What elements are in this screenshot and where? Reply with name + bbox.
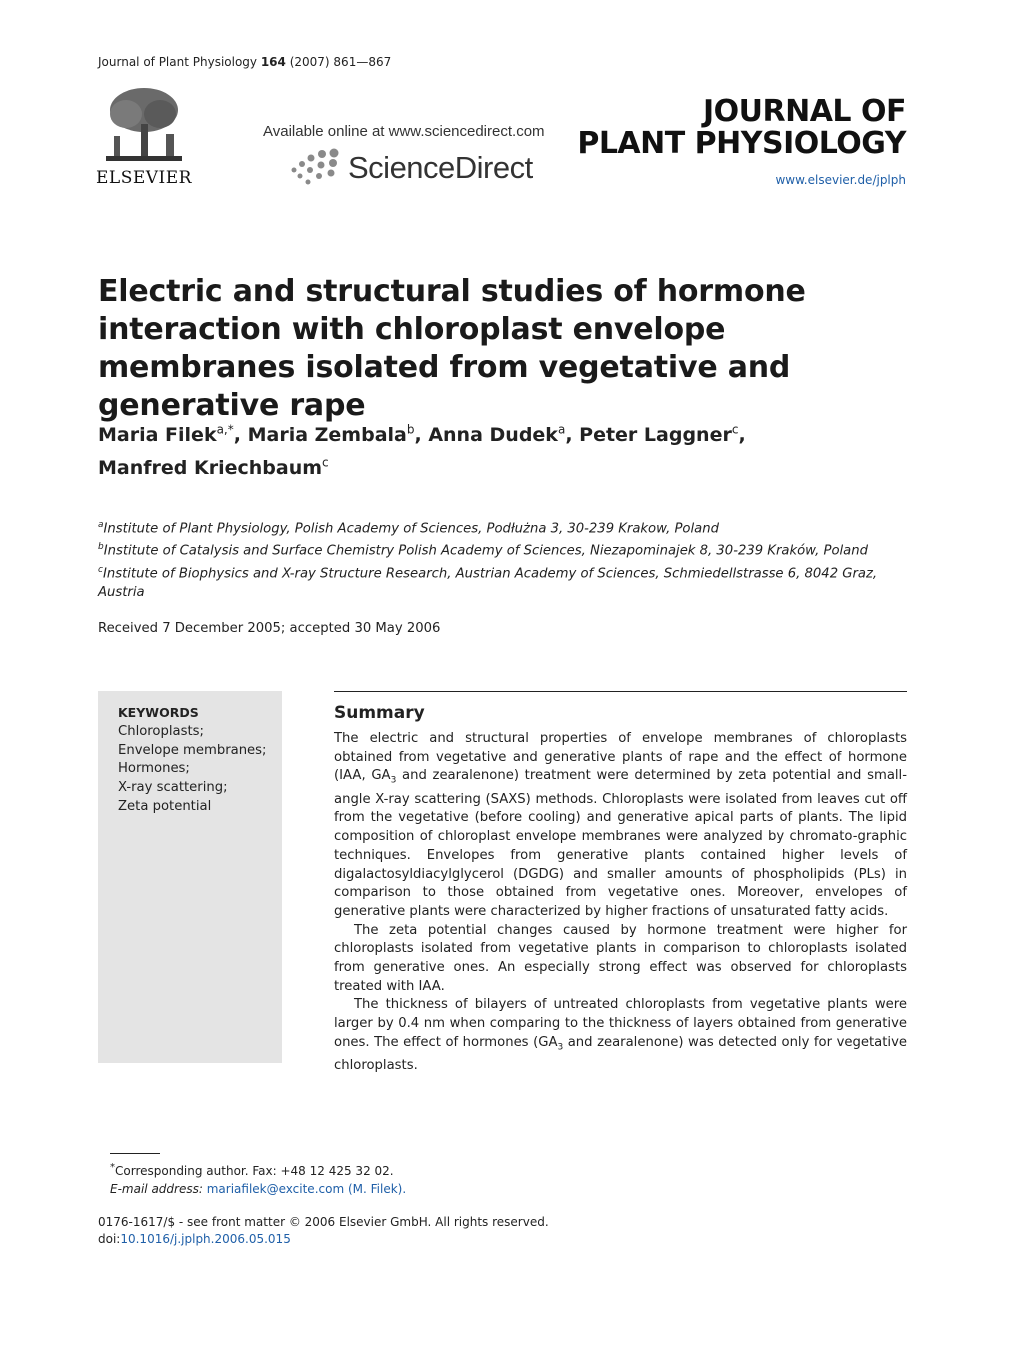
sciencedirect-wordmark: ScienceDirect	[348, 150, 533, 185]
keyword: X-ray scattering;	[118, 780, 228, 796]
journal-title: JOURNAL OF PLANT PHYSIOLOGY	[577, 94, 906, 161]
sciencedirect-available-text: Available online at www.sciencedirect.com	[263, 123, 545, 140]
author: Anna Dudek$^a$,	[428, 423, 580, 447]
author-list	[98, 417, 918, 482]
affiliation: $^a$Institute of Plant Physiology, Polish Academy of Sciences, Podłużna 3, 30-239 Krakow, Poland	[98, 520, 719, 537]
summary-text	[334, 730, 907, 1076]
summary-paragraph: The electric and structural properties of envelope membranes of chloroplasts obtained from vegetative and generative plants of rape and the effect of hormone (IAA, $GA_3$ and zearalenone) treatment were determined by zeta potential and small-angle X-ray scattering (SAXS) methods. Chloroplasts were isolated from leaves cut off from the vegetative (before cooling) and generative apical parts of plants. The lipid composition of chloroplast envelope membranes were analyzed by chromato-graphic techniques. Envelopes from generative plants contained higher levels of digalactosyldiacylglycerol (DGDG) and smaller amounts of phospholipids (PLs) in comparison to those obtained from vegetative ones. Moreover, envelopes of generative plants were characterized by higher fractions of unsaturated fatty acids.	[334, 731, 907, 919]
affiliations	[98, 516, 910, 602]
journal-url-link[interactable]: www.elsevier.de/jplph	[775, 173, 906, 187]
summary-paragraph: The zeta potential changes caused by hormone treatment were higher for chloroplasts isolated from vegetative plants in comparison to chloroplasts isolated from generative ones. An especially strong effect was observed for chloroplasts treated with IAA.	[334, 922, 907, 994]
author: Peter Laggner$^c$,	[579, 423, 746, 447]
journal-reference: Journal of Plant Physiology 164 (2007) 861—867	[98, 55, 392, 69]
keyword: Envelope membranes;	[118, 742, 267, 758]
keyword: Chloroplasts;	[118, 724, 204, 739]
summary-divider	[334, 691, 907, 692]
summary-paragraph: The thickness of bilayers of untreated chloroplasts from vegetative plants were larger by 0.4 nm when comparing to the thickness of layers obtained from generative ones. The effect of hormones ($GA_3$ and zearalenone) was detected only for vegetative chloroplasts.	[334, 997, 907, 1074]
doi-link[interactable]: 10.1016/j.jplph.2006.05.015	[120, 1232, 291, 1246]
keyword: Zeta potential	[118, 798, 212, 814]
keywords-heading: KEYWORDS	[118, 705, 199, 720]
author: Maria Zembala$^b$,	[247, 423, 429, 447]
received-dates: Received 7 December 2005; accepted 30 May 2006	[98, 621, 441, 636]
paper-title: Electric and structural studies of hormone interaction with chloroplast envelope membranes isolated from vegetative and generative rape	[98, 274, 806, 423]
email-link[interactable]: mariafilek@excite.com	[206, 1182, 345, 1196]
affiliation: $^c$Institute of Biophysics and X-ray Structure Research, Austrian Academy of Sciences, Schmiedellstrasse 6, 8042 Graz, Austria	[98, 564, 878, 601]
author: Manfred Kriechbaum$^c$	[98, 455, 329, 479]
footnote: *Corresponding author. Fax: +48 12 425 32 02. E-mail address: mariafilek@excite.com (M. Filek).	[110, 1162, 407, 1196]
footnote-divider	[110, 1153, 160, 1154]
keywords-list	[118, 723, 268, 817]
author: Maria Filek$^{a,*}$,	[98, 423, 248, 447]
affiliation: $^b$Institute of Catalysis and Surface Chemistry Polish Academy of Sciences, Niezapominajek 8, 30-239 Kraków, Poland	[98, 542, 868, 559]
summary-heading: Summary	[334, 703, 425, 723]
keyword: Hormones;	[118, 761, 190, 777]
copyright-notice: 0176-1617/$ - see front matter © 2006 Elsevier GmbH. All rights reserved. doi:10.1016/j.jplph.2006.05.015	[98, 1215, 549, 1246]
sciencedirect-dots-icon	[286, 148, 344, 188]
elsevier-wordmark: ELSEVIER	[96, 168, 192, 188]
